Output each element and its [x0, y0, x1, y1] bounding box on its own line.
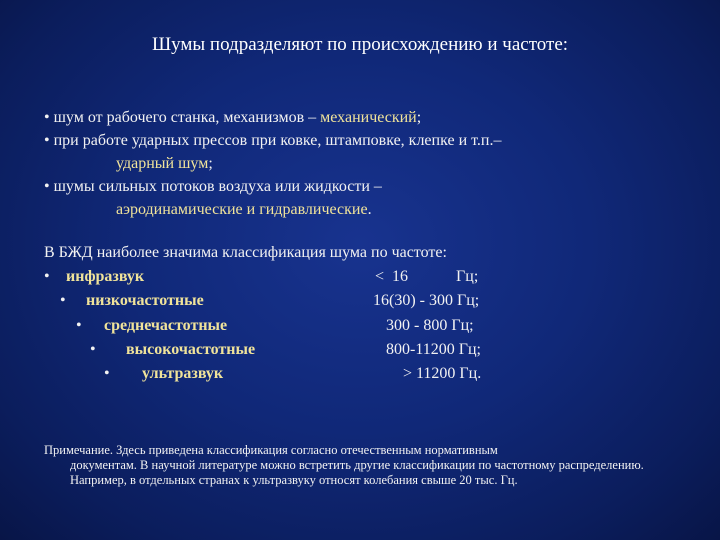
list-item — [44, 106, 684, 129]
freq-value: 16(30) - 300 Гц; — [373, 292, 480, 309]
note-continuation: документам. В научной литературе можно встретить другие классификации по частотному распределению. Например, в отдельных странах к ультразвуку относят колебания свыше 20 тыс. Гц. — [70, 458, 644, 487]
bullet: • — [44, 268, 50, 285]
freq-name: высокочастотные — [126, 341, 256, 358]
item-text: при работе ударных прессов при ковке, штамповке, клепке и т.п.– — [53, 132, 502, 149]
item-highlight: аэродинамические и гидравлические — [116, 201, 368, 218]
note-line: Примечание. Здесь приведена классификация согласно отечественным нормативным — [44, 443, 498, 457]
freq-name: ультразвук — [142, 365, 224, 382]
bullet: • — [90, 341, 96, 358]
bullet: • — [44, 178, 50, 195]
item-highlight: механический — [320, 109, 417, 126]
freq-value: 800-11200 Гц; — [386, 341, 481, 358]
freq-value: < 16 Гц; — [375, 268, 479, 285]
item-highlight: ударный шум — [116, 155, 209, 172]
list-item — [44, 175, 684, 221]
bullet: • — [44, 132, 50, 149]
footnote — [44, 443, 684, 488]
freq-name: низкочастотные — [86, 292, 204, 309]
item-text: шумы сильных потоков воздуха или жидкости – — [53, 178, 382, 195]
bullet: • — [76, 317, 82, 334]
freq-name: инфразвук — [66, 268, 145, 285]
bullet: • — [60, 292, 66, 309]
slide-title: Шумы подразделяют по происхождению и частоте: — [151, 34, 569, 55]
item-tail: . — [367, 201, 372, 218]
freq-heading: В БЖД наиболее значима классификация шума по частоте: — [44, 244, 447, 261]
origin-list — [44, 106, 684, 221]
item-tail: ; — [416, 109, 422, 126]
freq-value: 300 - 800 Гц; — [386, 317, 474, 334]
item-text: шум от рабочего станка, механизмов – — [53, 109, 317, 126]
item-tail: ; — [208, 155, 213, 172]
bullet: • — [44, 109, 50, 126]
freq-name: среднечастотные — [104, 317, 228, 334]
bullet: • — [104, 365, 110, 382]
freq-value: > 11200 Гц. — [403, 365, 482, 382]
list-item — [44, 129, 684, 175]
